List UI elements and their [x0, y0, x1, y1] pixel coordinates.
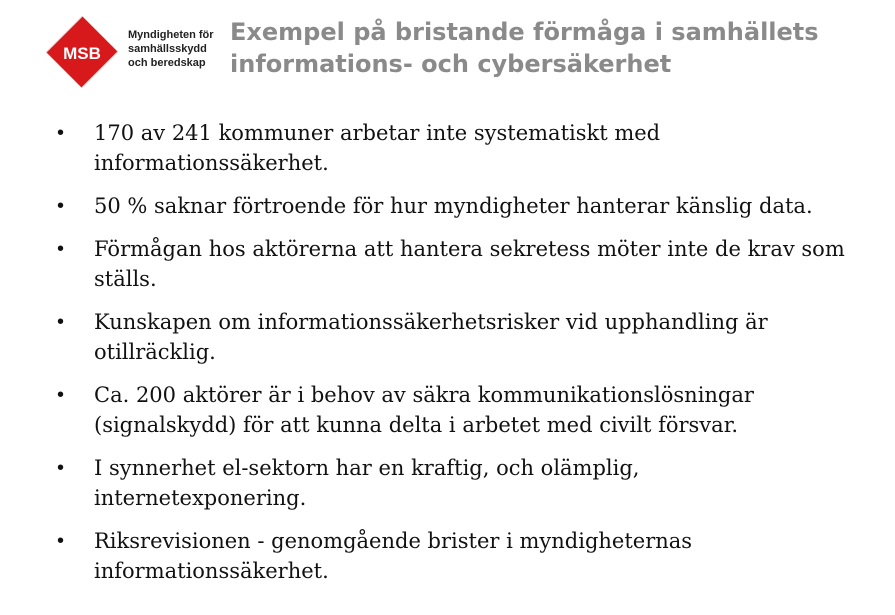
bullet-item [54, 307, 854, 367]
slide-title-line-2: informations- och cybersäkerhet [230, 50, 672, 78]
bullet-dot-icon: • [57, 122, 65, 144]
org-name-line-2: samhällsskydd [128, 43, 207, 55]
bullet-text: Ca. 200 aktörer är i behov av säkra kommunikationslösningar (signalskydd) för att kunna delta i arbetet med civilt försvar. [94, 383, 754, 437]
bullet-dot-icon: • [57, 530, 65, 552]
org-name [128, 28, 214, 70]
bullet-item [54, 234, 854, 294]
org-name-line-1: Myndigheten för [128, 29, 214, 41]
msb-logo-letters: MSB [63, 44, 101, 63]
bullet-dot-icon: • [57, 238, 65, 260]
bullet-text: Kunskapen om informationssäkerhetsrisker vid upphandling är otillräcklig. [94, 310, 768, 364]
bullet-text: Riksrevisionen - genomgående brister i myndigheternas informationssäkerhet. [94, 529, 693, 583]
bullet-text: Förmågan hos aktörerna att hantera sekretess möter inte de krav som ställs. [94, 237, 845, 291]
bullet-item [54, 453, 854, 513]
bullet-dot-icon: • [57, 195, 65, 217]
slide-title [230, 16, 880, 80]
bullet-text: 170 av 241 kommuner arbetar inte systematiskt med informationssäkerhet. [94, 121, 661, 175]
bullet-text: 50 % saknar förtroende för hur myndigheter hanterar känslig data. [94, 194, 813, 218]
bullet-item [54, 118, 854, 178]
bullet-dot-icon: • [57, 311, 65, 333]
org-name-line-3: och beredskap [128, 57, 206, 69]
bullet-dot-icon: • [57, 384, 65, 406]
bullet-dot-icon: • [57, 457, 65, 479]
bullet-text: I synnerhet el-sektorn har en kraftig, och olämplig, internetexponering. [94, 456, 640, 510]
bullet-item [54, 380, 854, 440]
slide-title-line-1: Exempel på bristande förmåga i samhällets [230, 18, 819, 46]
msb-logo [44, 14, 234, 90]
bullet-list [54, 118, 854, 599]
bullet-item [54, 526, 854, 586]
msb-logo-mark [44, 14, 120, 90]
bullet-item [54, 191, 854, 221]
